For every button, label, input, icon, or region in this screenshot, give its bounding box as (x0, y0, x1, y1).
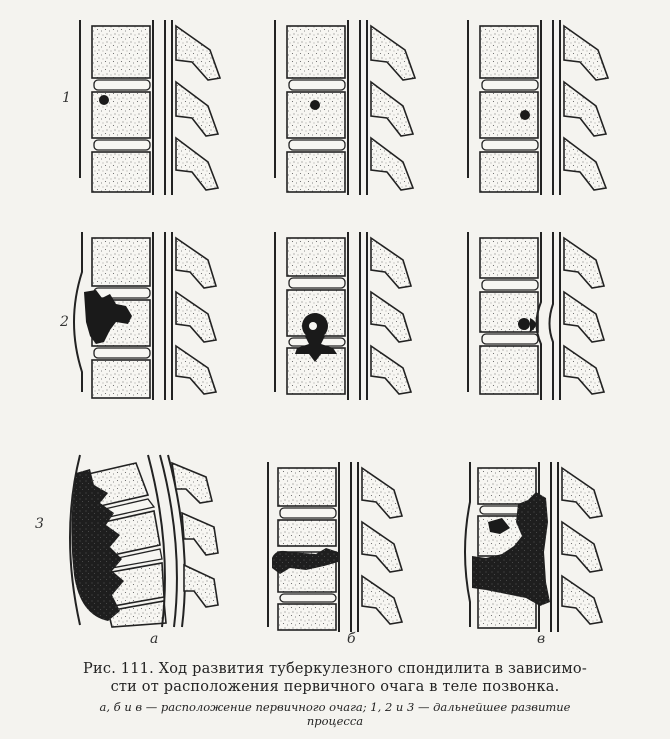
panel-row2-col-b (275, 232, 411, 400)
row-label-3: 3 (35, 516, 44, 532)
panel-row1-col-a (80, 20, 220, 195)
row-label-1: 1 (62, 90, 71, 106)
figure-caption-title-line-2: сти от расположения первичного очага в теле позвонка. (110, 679, 560, 695)
column-label-v: в (537, 631, 546, 647)
panel-row3-col-a (70, 455, 218, 627)
column-label-b: б (347, 631, 356, 647)
row-label-2: 2 (60, 314, 69, 330)
figure-caption-title: Рис. 111. Ход развития туберкулезного спондилита в зависимо- (83, 661, 587, 677)
panel-row3-col-b (268, 462, 402, 632)
panel-row3-col-v (465, 462, 602, 632)
figure-caption-legend: а, б и в — расположение первичного очага; 1, 2 и 3 — дальнейшее развитие (99, 700, 571, 714)
column-label-a: а (150, 631, 159, 647)
panel-row1-col-b (275, 20, 415, 195)
panel-row2-col-v (468, 232, 604, 400)
figure-caption-legend-line-2: процесса (306, 714, 364, 728)
panel-row1-col-v (468, 20, 608, 195)
panel-row2-col-a (74, 232, 216, 400)
